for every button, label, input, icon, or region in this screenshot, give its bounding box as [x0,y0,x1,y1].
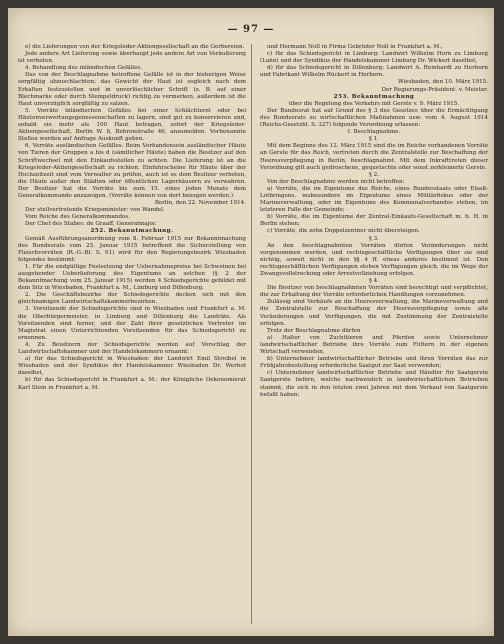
centered-heading: § 1. [369,136,379,143]
page-number: — 97 — [227,24,275,35]
paragraph: und Hermann Noll in Firma Gebrüder Noll in Frankfurt a. M., [267,44,443,50]
column-divider [251,44,252,624]
centered-heading: § 3. [369,235,379,242]
paragraph: 1. Für die endgültige Festsetzung der Uebernahmepreise bei Schweinen bei ausgehender Ueberlieferung des Eigentums an solchen (§ 2 der Bekanntmachung vom 25. Januar 1915) werden 4 Schiedsgerichte gebildet mit dem Sitz in Wiesbaden, Frankfurt a. M., Limburg und Dillenburg. [18,263,246,292]
left-column [18,44,246,392]
signature-line: Wiesbaden, den 10. März 1915. [397,79,488,86]
paragraph: Von der Beschlagnahme werden nicht betroffen: [267,178,405,185]
paragraph: Der stellvertretende Kriegsminister: von Wandel. [25,207,165,214]
paragraph: c) für das Schiedsgericht in Limburg: Landwirt Wilhelm Horn zu Limburg (Lahn) und der Syndikus der Handelskammer Limburg Dr. Wickert daselbst, [260,51,488,65]
paragraph: 4. Behandlung des inländischen Gefälles. [25,65,143,72]
paragraph: Der Chef des Stabes: de Graaff, Generalmajor. [25,221,157,228]
centered-heading: § 2. [369,171,379,178]
paragraph: c) Unternehmer landwirtschaftlicher Betriebe und Händler für Saatgerste Saatgerste liefern, welche nachweislich in landwirtschaftlichen Betrieben stammt, die sich in den letzten zwei Jahren mit dem Verkauf von Saatgerste befaßt haben; [260,370,488,398]
paragraph: b) Vorräte, die im Eigentume der Zentral-Einkaufs-Gesellschaft m. b. H. in Berlin stehen; [260,214,488,228]
paragraph: An den beschlagnahmten Vorräten dürfen Veränderungen nicht vorgenommen werden, und rechtsgeschäftliche Verfügungen über sie sind nichtig, soweit nicht in den §§ 4 ff. etwas anderes bestimmt ist. Den rechtsgeschäftlichen Verfügungen stehen Verfügungen gleich, die im Wege der Zwangsvollstreckung oder Arrestvollziehung erfolgen. [260,242,488,277]
paragraph: Mit dem Beginne des 12. März 1915 sind die im Reiche vorhandenen Vorräte an Gerste für das Reich, vertreten durch die Zentralstelle zur Beschaffung der Heeresverpflegung in Berlin, beschlagnahmt. Mit dem Inkrafttreten dieser Verordnung gilt auch gedroschene, gequetschte oder sonst zerkleinerte Gerste. [260,143,488,171]
paragraph: a) für das Schiedsgericht in Wiesbaden: der Landwirt Emil Streibel in Wiesbaden und der Syndikus der Handelskammer Wiesbaden Dr. Werbot daselbst, [18,356,246,377]
paragraph: e) die Lieferungen von der Kriegsleder-Aktiengesellschaft an die Gerbereien. [25,44,245,50]
signature-line: Berlin, den 22. November 1914. [154,200,246,207]
paragraph: 5. Vorräte inländischen Gefälles bei einer Schlächterei oder bei Häutenverwertungsgenossenschaften zu lagern, sind gut zu konservieren und, sobald sie mehr als 100 Haut betragen, sofort der Kriegsleder-Aktiengesellschaft, Berlin W. 8, Behrenstraße 46, anzumelden. Vorbenannte Stellen werden auf Anfrage Auskunft geben. [18,107,246,143]
paragraph: a) Halter von Zuchttieren und Pferden sowie Unternehmer landwirtschaftlicher Betriebe ihre Vorräte zum Füttern in der eigenen Wirtschaft verwenden, [260,334,488,356]
paragraph: Gemäß Ausführungsanordnung vom 8. Februar 1915 zur Bekanntmachung des Bundesrats vom 25. Januar 1915 betreffend die Sicherstellung von Fleischvorräten (R.-G.-Bl. S. 61) wird für den Regierungsbezirk Wiesbaden folgendes bestimmt: [18,235,246,263]
paragraph: 2. Die Geschäftsbezirke der Schiedsgerichte decken sich mit den gleichnamigen Landwirtschaftskammerbezirken. [18,292,246,306]
paragraph: a) Vorräte, die im Eigentume des Reichs, eines Bundesstaats oder Elsaß-Lothringens, insbesondere im Eigentume eines Militärfiskus oder der Marineverwaltung, oder im Eigentume des Kommunalverbandes stehen, im letzteren Falle der Gemeinde; [260,185,488,214]
paragraph: Vom Reiche des Generalkommandos. [25,214,131,221]
paragraph: Das von der Beschlagnahme betroffene Gefälle ist in der bisherigen Weise sorgfältig abzuschlachten; das Gewicht der Haut ist sogleich nach dem Erkalten festzustellen und in unverlöschlicher Schrift (z. B. auf einer Blechmarke oder durch Stempeldruck) richtig zu vermerken, außerdem ist die Haut unverzüglich sorgfältig zu salzen. [18,72,246,107]
newspaper-page [8,8,494,636]
paragraph: 6. Vorräte ausländischen Gefälles. Beim Vorhandensein ausländischer Häute von Tieren der Gruppen a bis d (sämtlicher Häute) haben die Besitzer auf den Schriftwechsel mit den Einkaufsstellen zu achten. Die Lieferung ist an die Kriegsleder-Aktiengesellschaft zu richten. Einfuhrscheine für Häute über der Hochzeitzeit sind vom Verwalter zu prüfen, auch ist es dem Besitzer verboten, die Häute außer den Städten oder öffentlichen Lagerhäusern zu verwahren. Der Besitzer hat die Vorräte bis zum 15. eines jeden Monats dem Generalkommando anzuzeigen. (Vorräte können von dort bezogen werden.) [18,143,246,199]
paragraph: 3. Vorsitzende der Schiedsgerichte sind in Wiesbaden und Frankfurt a. M. die Oberbürgermeister, in Limburg und Dillenburg die Landräte. Als Vorsitzenden sind ferner, und der Zahl ihrer gesetzlichen Vertreter im Magistrat einen Unterrichtenden Vorsitzenden für das Schiedsgericht zu ernennen. [18,306,246,341]
paragraph: Die Besitzer von beschlagnahmten Vorräten sind berechtigt und verpflichtet, die zur Erhaltung der Vorräte erforderlichen Handlungen vorzunehmen. [260,285,488,299]
paragraph: Der Bundesrat hat auf Grund des § 3 des Gesetzes über die Ermächtigung des Bundesrats zu wirtschaftlichen Maßnahmen usw. vom 4. August 1914 (Reichs-Gesetzbl. S. 327) folgende Verordnung erlassen: [260,107,488,129]
paragraph: Zulässig sind Verkäufe an die Heeresverwaltung, die Marineverwaltung und die Zentralstelle zur Beschaffung der Heeresverpflegung sowie alle Veränderungen und Verfügungen, die mit Zustimmung der Zentralstelle erfolgen. [260,299,488,327]
paragraph: b) für das Schiedsgericht in Frankfurt a. M.: der Königliche Oekonomierat Karl Stein in Frankfurt a. M. [18,377,246,391]
paragraph: Trotz der Beschlagnahme dürfen [267,327,361,334]
paragraph: 4. Zu Beisitzern der Schiedsgerichte werden auf Vorschlag der Landwirtschaftskammer und der Handelskammern ernannt: [18,341,246,356]
right-column [260,44,488,399]
section-heading: 252. Bekanntmachung. [90,228,174,235]
centered-heading: § 4. [369,278,379,285]
paragraph: c) Vorräte, die zehn Doppelzentner nicht übersteigen. [267,228,420,235]
section-heading: 253. Bekanntmachung [333,93,415,100]
centered-heading: I. Beschlagnahme. [347,129,401,136]
centered-heading: über die Regelung des Verkehrs mit Gerste v. 9. März 1915. [288,100,460,107]
paragraph: b) Unternehmer landwirtschaftlicher Betriebe und ihren Vorräten das zur Frühjahrsbestellung erforderliche Saatgut zur Saat verwenden; [260,356,488,370]
paragraph: Jede andere Art Lieferung sowie überhaupt jede andere Art von Veräußerung ist verboten. [18,51,246,65]
signature-line: Der Regierungs-Präsident. v. Meister. [381,86,488,93]
paragraph: d) für das Schiedsgericht in Dillenburg: Landwirt A. Reinhardt zu Herborn und Fabrikant Wilhelm Rückert in Herborn. [260,65,488,79]
